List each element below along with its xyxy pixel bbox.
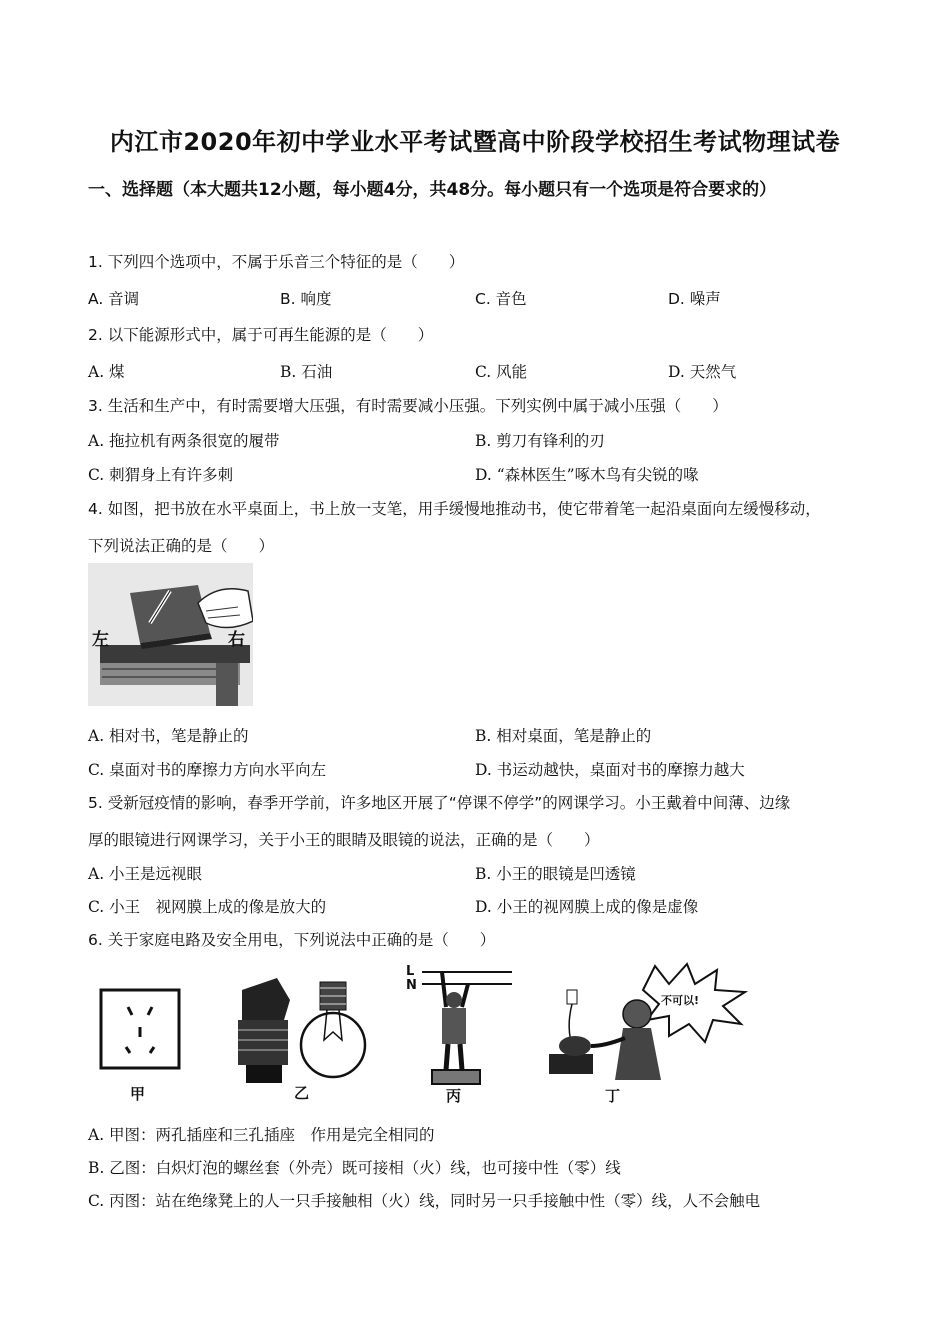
q5-option-c: C. 小王 视网膜上成的像是放大的 xyxy=(88,898,327,916)
caption-yi: 乙 xyxy=(294,1084,310,1102)
question-4-stem-line2: 下列说法正确的是（ ） xyxy=(88,537,275,555)
q1-option-c: C. 音色 xyxy=(475,290,527,308)
q3-option-c: C. 刺猬身上有许多刺 xyxy=(88,466,234,484)
question-6-stem: 6. 关于家庭电路及安全用电，下列说法中正确的是（ ） xyxy=(88,931,496,949)
q5-option-a: A. 小王是远视眼 xyxy=(88,865,203,883)
figure-label-right: 右 xyxy=(228,630,245,650)
q1-option-a: A. 音调 xyxy=(88,290,140,308)
wire-label-l: L xyxy=(406,964,415,979)
speech-bubble-text: 不可以! xyxy=(661,994,700,1007)
q2-option-b: B. 石油 xyxy=(280,363,333,381)
person-touching-wires-illustration xyxy=(400,962,515,1087)
woman-and-appliance-illustration xyxy=(545,962,750,1087)
q6-figure-ding xyxy=(545,962,750,1105)
caption-bing: 丙 xyxy=(446,1087,462,1105)
q6-figure-jia xyxy=(98,985,183,1105)
section-heading-choice: 一、选择题（本大题共12小题，每小题4分，共48分。每小题只有一个选项是符合要求的） xyxy=(88,180,777,200)
q4-option-a: A. 相对书，笔是静止的 xyxy=(88,727,249,745)
book-on-desk-illustration xyxy=(88,563,253,706)
question-4-stem-line1: 4. 如图，把书放在水平桌面上，书上放一支笔，用手缓慢地推动书，使它带着笔一起沿桌面向左缓慢移动， xyxy=(88,500,821,518)
q6-option-b: B. 乙图：白炽灯泡的螺丝套（外壳）既可接相（火）线，也可接中性（零）线 xyxy=(88,1159,621,1177)
q3-option-d: D. “森林医生”啄木鸟有尖锐的喙 xyxy=(475,466,699,484)
q2-option-a: A. 煤 xyxy=(88,363,125,381)
q6-figure-yi xyxy=(232,970,372,1105)
q3-option-a: A. 拖拉机有两条很宽的履带 xyxy=(88,432,280,450)
q2-option-d: D. 天然气 xyxy=(668,363,737,381)
q6-option-c: C. 丙图：站在绝缘凳上的人一只手接触相（火）线，同时另一只手接触中性（零）线，人不会触电 xyxy=(88,1192,761,1210)
question-1-stem: 1. 下列四个选项中，不属于乐音三个特征的是（ ） xyxy=(88,253,465,271)
q5-option-b: B. 小王的眼镜是凹透镜 xyxy=(475,865,636,883)
question-3-stem: 3. 生活和生产中，有时需要增大压强，有时需要减小压强。下列实例中属于减小压强（ ） xyxy=(88,397,728,415)
bulb-and-holder-illustration xyxy=(232,970,372,1090)
wire-label-n: N xyxy=(406,978,417,993)
q6-figure-bing xyxy=(400,962,515,1105)
caption-jia: 甲 xyxy=(130,1085,146,1103)
q4-option-b: B. 相对桌面，笔是静止的 xyxy=(475,727,652,745)
q4-option-c: C. 桌面对书的摩擦力方向水平向左 xyxy=(88,761,327,779)
wall-socket-illustration xyxy=(98,985,183,1075)
question-5-stem-line2: 厚的眼镜进行网课学习，关于小王的眼睛及眼镜的说法，正确的是（ ） xyxy=(88,831,600,849)
q6-option-a: A. 甲图：两孔插座和三孔插座 作用是完全相同的 xyxy=(88,1126,435,1144)
caption-ding: 丁 xyxy=(605,1087,621,1105)
q1-option-b: B. 响度 xyxy=(280,290,332,308)
question-5-stem-line1: 5. 受新冠疫情的影响，春季开学前，许多地区开展了“停课不停学”的网课学习。小王戴着中间薄、边缘 xyxy=(88,794,791,812)
q2-option-c: C. 风能 xyxy=(475,363,528,381)
q1-option-d: D. 噪声 xyxy=(668,290,721,308)
q3-option-b: B. 剪刀有锋利的刃 xyxy=(475,432,605,450)
q5-option-d: D. 小王的视网膜上成的像是虚像 xyxy=(475,898,699,916)
question-2-stem: 2. 以下能源形式中，属于可再生能源的是（ ） xyxy=(88,326,434,344)
page-title: 内江市2020年初中学业水平考试暨高中阶段学校招生考试物理试卷 xyxy=(109,128,841,156)
q4-option-d: D. 书运动越快，桌面对书的摩擦力越大 xyxy=(475,761,745,779)
figure-label-left: 左 xyxy=(92,630,109,650)
q4-book-figure xyxy=(88,563,253,706)
